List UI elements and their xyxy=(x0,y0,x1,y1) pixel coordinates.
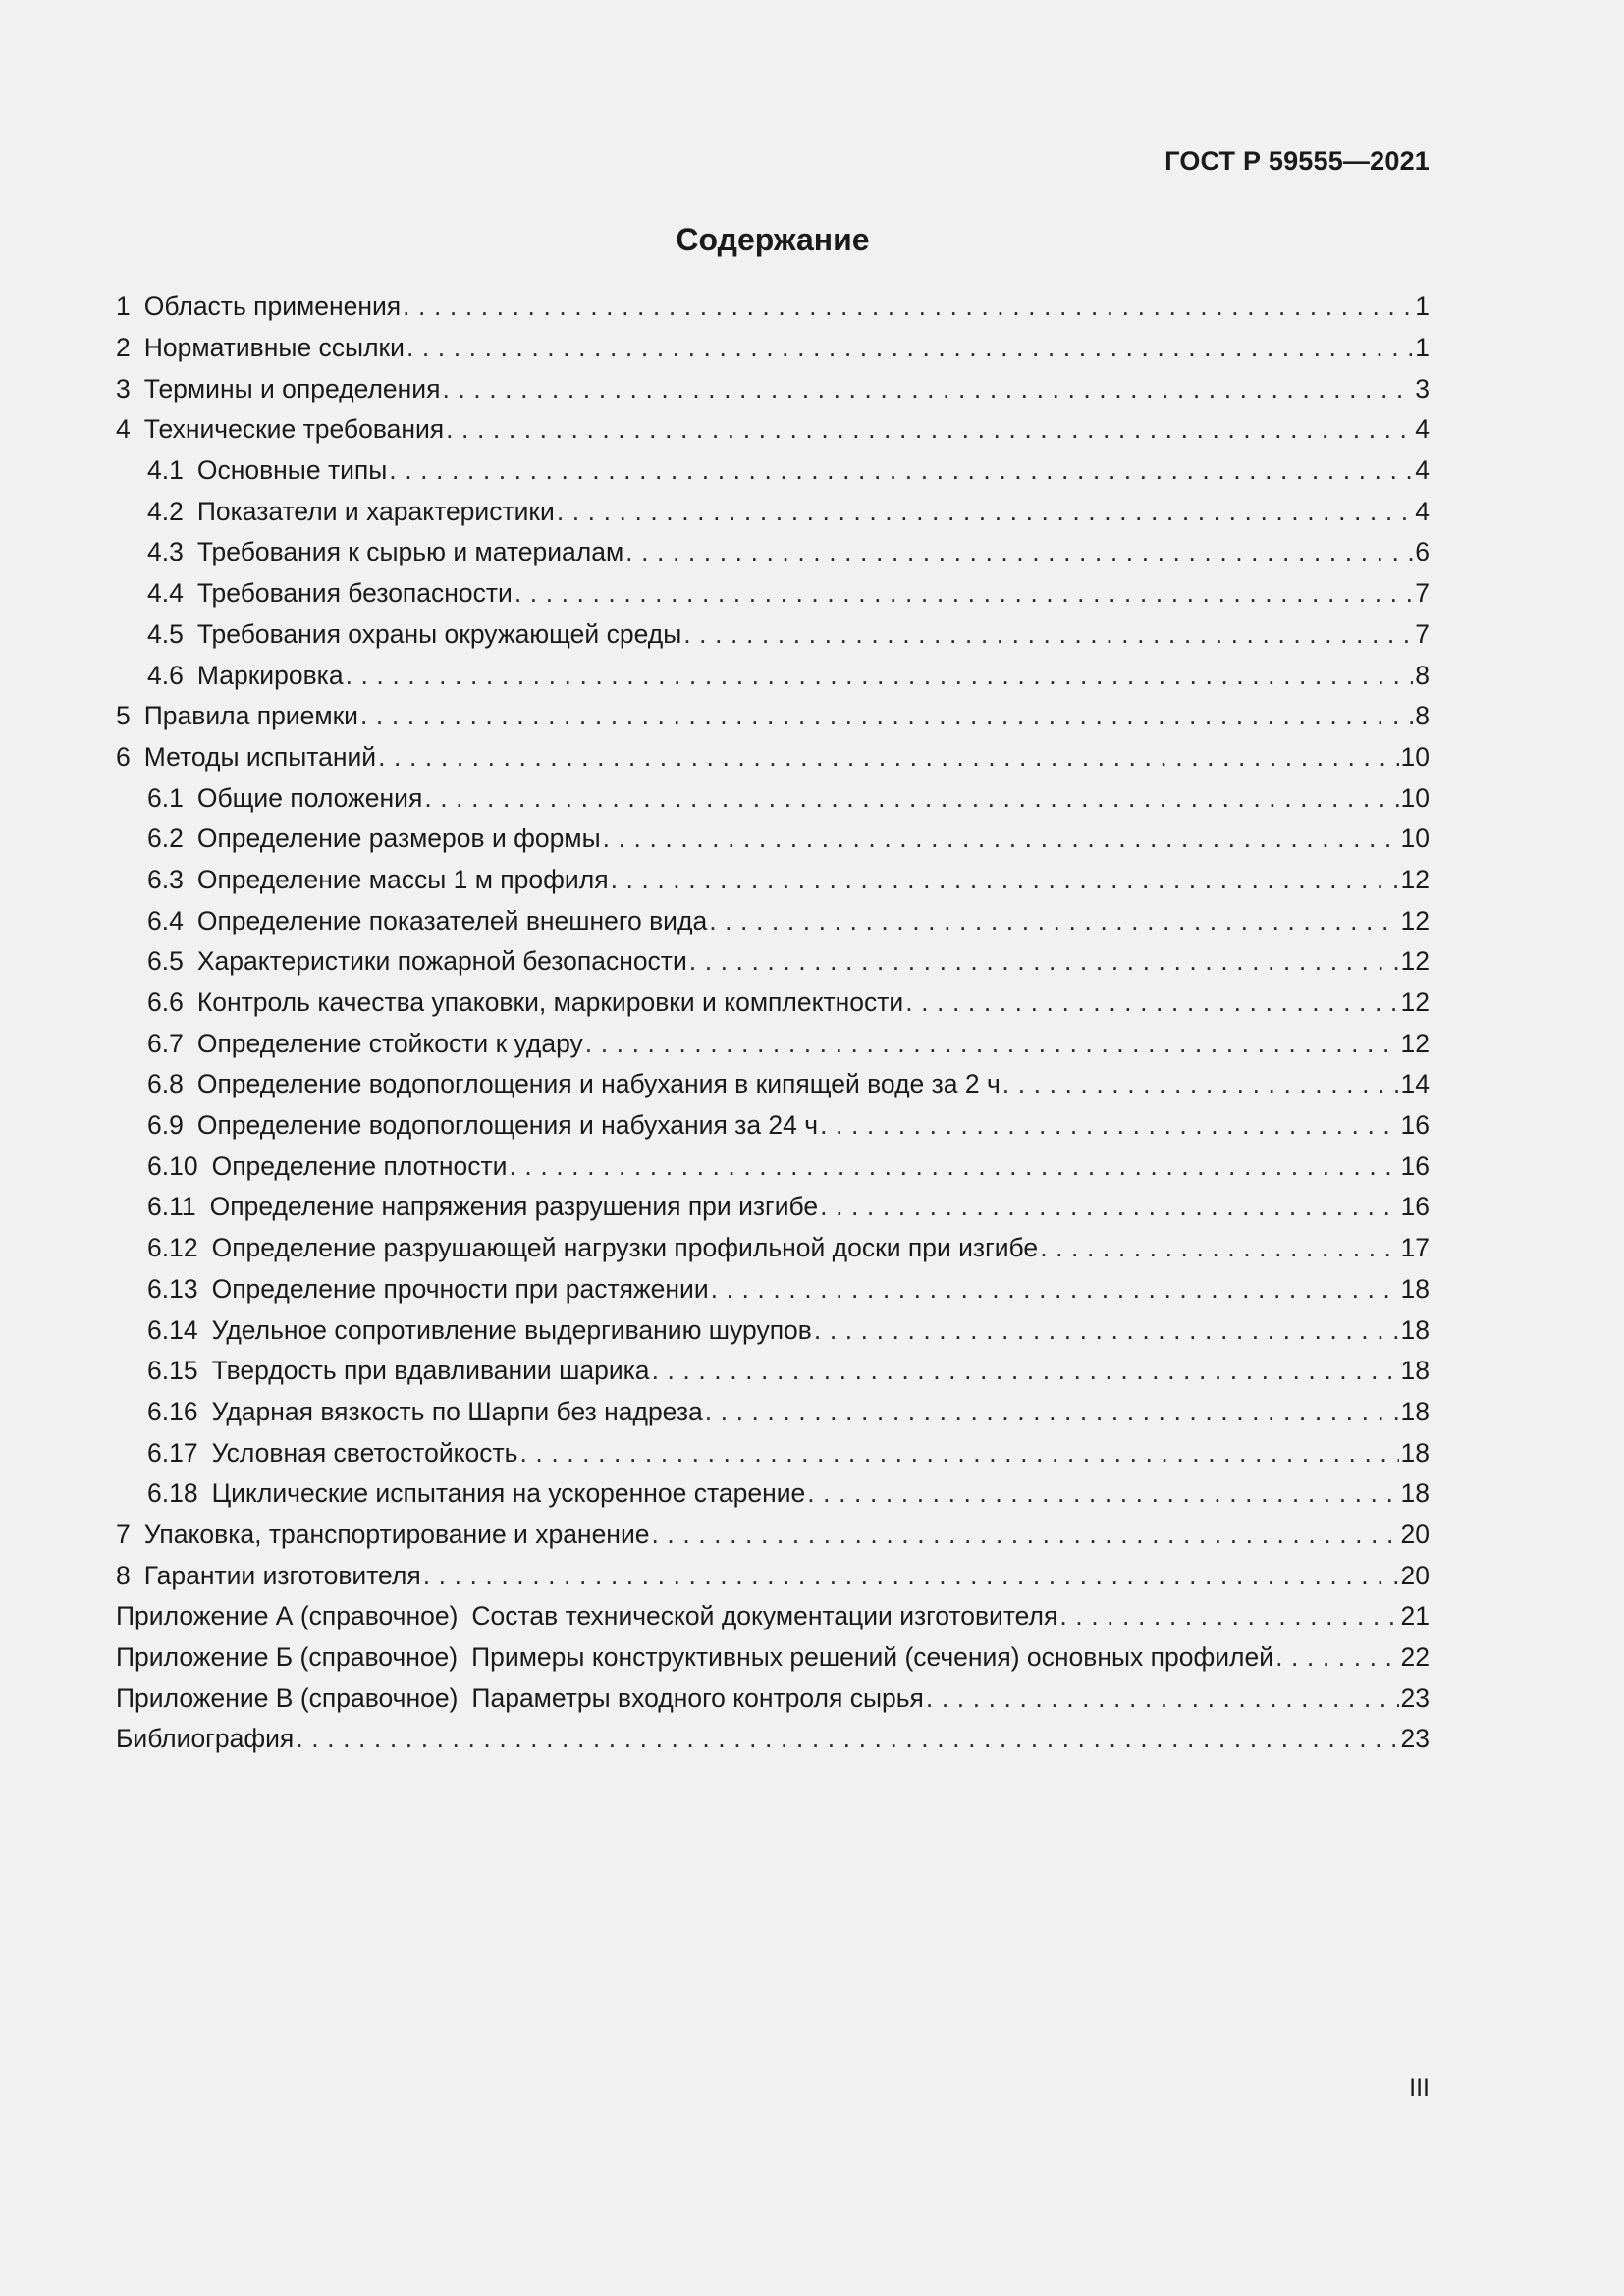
toc-entry[interactable] xyxy=(116,1596,1430,1637)
toc-entry-label xyxy=(116,333,405,363)
toc-entry-title: Состав технической документации изготовителя xyxy=(471,1601,1058,1631)
toc-entry-label xyxy=(147,1029,583,1059)
toc-entry-title: Область применения xyxy=(143,292,402,322)
toc-entry[interactable] xyxy=(116,1351,1430,1392)
toc-entry-label xyxy=(116,292,401,322)
toc-entry-number: 6.7 xyxy=(147,1028,184,1058)
dot-leader xyxy=(442,374,1413,404)
toc-entry-title: Требования к сырью и материалам xyxy=(196,537,624,567)
toc-entry-page: 21 xyxy=(1400,1601,1430,1631)
dot-leader xyxy=(603,824,1399,854)
toc-entry-label xyxy=(116,742,376,773)
toc-entry-title: Требования безопасности xyxy=(196,578,513,609)
dot-leader xyxy=(406,333,1413,363)
toc-entry-page: 18 xyxy=(1400,1478,1430,1509)
toc-entry-page: 7 xyxy=(1415,578,1430,609)
toc-entry-number: 4.4 xyxy=(147,578,184,609)
toc-entry[interactable] xyxy=(116,1719,1430,1760)
toc-entry[interactable] xyxy=(116,368,1430,409)
toc-entry-title: Общие положения xyxy=(196,782,423,813)
toc-entry[interactable] xyxy=(116,860,1430,901)
toc-entry-label xyxy=(147,988,903,1018)
dot-leader xyxy=(446,414,1413,445)
toc-entry-title: Определение размеров и формы xyxy=(196,824,601,854)
dot-leader xyxy=(1040,1233,1398,1263)
toc-entry-page: 16 xyxy=(1400,1110,1430,1141)
dot-leader xyxy=(423,1561,1399,1591)
document-code: ГОСТ Р 59555—2021 xyxy=(1164,146,1430,176)
toc-entry-number: 6.14 xyxy=(147,1314,198,1345)
toc-entry-page: 18 xyxy=(1400,1273,1430,1304)
toc-entry-page: 8 xyxy=(1415,660,1430,690)
toc-entry-label xyxy=(116,1520,649,1550)
toc-entry-number: 3 xyxy=(116,373,131,403)
toc-entry[interactable] xyxy=(116,491,1430,532)
dot-leader xyxy=(378,742,1398,773)
toc-entry-page: 4 xyxy=(1415,414,1430,445)
toc-entry-page: 18 xyxy=(1400,1437,1430,1468)
toc-entry-title: Маркировка xyxy=(196,660,344,690)
toc-entry-label xyxy=(147,865,609,895)
toc-entry[interactable] xyxy=(116,1064,1430,1105)
toc-entry-number: 2 xyxy=(116,333,131,363)
dot-leader xyxy=(557,497,1413,527)
toc-entry-title: Гарантии изготовителя xyxy=(143,1560,421,1590)
dot-leader xyxy=(360,701,1413,731)
toc-entry-page: 10 xyxy=(1400,782,1430,813)
toc-entry-label xyxy=(147,497,555,527)
toc-entry-label xyxy=(147,1151,507,1182)
toc-entry-label xyxy=(116,414,444,445)
toc-entry-number: Приложение В (справочное) xyxy=(116,1682,459,1713)
toc-entry-page: 1 xyxy=(1415,292,1430,322)
toc-entry-page: 23 xyxy=(1400,1682,1430,1713)
toc-entry[interactable] xyxy=(116,655,1430,696)
dot-leader xyxy=(820,1192,1398,1222)
toc-entry[interactable] xyxy=(116,696,1430,737)
toc-entry[interactable] xyxy=(116,1228,1430,1269)
toc-entry-page: 20 xyxy=(1400,1560,1430,1590)
toc-title: Содержание xyxy=(676,222,870,257)
toc-entry-number: 6.4 xyxy=(147,905,184,935)
toc-entry-label xyxy=(147,1438,517,1468)
toc-entry-title: Требования охраны окружающей среды xyxy=(196,618,682,649)
toc-entry-number: 4.5 xyxy=(147,618,184,649)
toc-entry-title: Удельное сопротивление выдергиванию шурупов xyxy=(211,1314,812,1345)
toc-entry-page: 12 xyxy=(1400,946,1430,977)
toc-entry-title: Параметры входного контроля сырья xyxy=(471,1682,924,1713)
dot-leader xyxy=(709,906,1398,936)
toc-entry-number: 4.1 xyxy=(147,455,184,486)
toc-entry-label xyxy=(147,1356,650,1386)
toc-entry-label xyxy=(147,1478,805,1509)
toc-entry-title: Контроль качества упаковки, маркировки и комплектности xyxy=(196,988,904,1018)
toc-entry-page: 20 xyxy=(1400,1519,1430,1549)
toc-entry-page: 12 xyxy=(1400,988,1430,1018)
toc-entry-title: Основные типы xyxy=(196,455,388,486)
toc-entry-number: 6.16 xyxy=(147,1396,198,1426)
toc-entry-number: 6.9 xyxy=(147,1110,184,1141)
toc-entry-page: 17 xyxy=(1400,1233,1430,1263)
toc-entry-page: 23 xyxy=(1400,1724,1430,1754)
toc-entry[interactable] xyxy=(116,451,1430,492)
toc-entry-title: Библиография xyxy=(116,1724,295,1754)
toc-entry-label xyxy=(116,1601,1057,1631)
toc-entry-label xyxy=(147,1397,703,1427)
toc-entry-title: Технические требования xyxy=(143,414,445,445)
toc-entry[interactable] xyxy=(116,1432,1430,1473)
toc-entry-label xyxy=(116,701,358,731)
toc-entry[interactable] xyxy=(116,287,1430,328)
dot-leader xyxy=(652,1356,1399,1386)
dot-leader xyxy=(519,1438,1398,1468)
toc-entry-number: 6.8 xyxy=(147,1069,184,1099)
dot-leader xyxy=(1275,1642,1398,1673)
toc-entry[interactable] xyxy=(116,409,1430,451)
dot-leader xyxy=(711,1274,1399,1305)
toc-entry-title: Правила приемки xyxy=(143,701,358,731)
toc-entry-label xyxy=(147,1233,1038,1263)
toc-entry-label xyxy=(147,906,707,936)
toc-entry-number: 6.3 xyxy=(147,864,184,894)
toc-entry-number: 5 xyxy=(116,701,131,731)
toc-entry-page: 16 xyxy=(1400,1150,1430,1181)
toc-entry[interactable] xyxy=(116,1555,1430,1596)
toc-entry-page: 16 xyxy=(1400,1192,1430,1222)
toc-entry-label xyxy=(116,1683,924,1714)
toc-entry-number: 6.6 xyxy=(147,988,184,1018)
dot-leader xyxy=(807,1478,1398,1509)
toc-entry-label xyxy=(116,1724,294,1754)
toc-entry[interactable] xyxy=(116,1309,1430,1351)
toc-entry-title: Упаковка, транспортирование и хранение xyxy=(143,1519,650,1549)
toc-entry-number: 4 xyxy=(116,414,131,445)
toc-entry-page: 22 xyxy=(1400,1642,1430,1673)
toc-entry[interactable] xyxy=(116,1473,1430,1515)
toc-entry-label xyxy=(147,619,681,650)
dot-leader xyxy=(651,1520,1398,1550)
toc-entry-page: 4 xyxy=(1415,455,1430,486)
dot-leader xyxy=(403,292,1413,322)
dot-leader xyxy=(683,619,1413,650)
toc-entry[interactable] xyxy=(116,1678,1430,1719)
dot-leader xyxy=(905,988,1398,1018)
dot-leader xyxy=(625,537,1413,567)
toc-entry-title: Определение массы 1 м профиля xyxy=(196,864,609,894)
dot-leader xyxy=(689,946,1399,977)
toc-entry[interactable] xyxy=(116,819,1430,860)
toc-entry-label xyxy=(147,783,422,814)
dot-leader xyxy=(514,578,1413,609)
toc-entry-title: Условная светостойкость xyxy=(211,1437,518,1468)
toc-entry-label xyxy=(147,537,623,567)
dot-leader xyxy=(585,1029,1399,1059)
toc-entry-page: 7 xyxy=(1415,618,1430,649)
toc-entry-title: Ударная вязкость по Шарпи без надреза xyxy=(211,1396,703,1426)
toc-entry[interactable] xyxy=(116,328,1430,369)
toc-entry-page: 18 xyxy=(1400,1396,1430,1426)
toc-entry-label xyxy=(147,1110,818,1141)
toc-entry-title: Циклические испытания на ускоренное старение xyxy=(211,1478,806,1509)
toc-entry-label xyxy=(116,1561,421,1591)
toc-entry-number: 1 xyxy=(116,292,131,322)
dot-leader xyxy=(509,1151,1398,1182)
toc-entry-title: Методы испытаний xyxy=(143,741,377,772)
toc-entry-number: 7 xyxy=(116,1519,131,1549)
toc-entry-page: 3 xyxy=(1415,373,1430,403)
dot-leader xyxy=(814,1315,1399,1346)
toc-entry[interactable] xyxy=(116,1515,1430,1556)
toc-entry-label xyxy=(147,1274,709,1305)
toc-entry-number: 6.17 xyxy=(147,1437,198,1468)
toc-entry[interactable] xyxy=(116,1105,1430,1147)
toc-entry-label xyxy=(147,824,601,854)
toc-entry-number: 6.18 xyxy=(147,1478,198,1509)
toc-entry-label xyxy=(116,374,440,404)
toc-entry-title: Твердость при вдавливании шарика xyxy=(211,1356,650,1386)
toc-entry-label xyxy=(116,1642,1273,1673)
dot-leader xyxy=(705,1397,1399,1427)
toc-entry-page: 4 xyxy=(1415,496,1430,526)
toc-entry[interactable] xyxy=(116,737,1430,778)
dot-leader xyxy=(1002,1069,1399,1099)
toc-entry-number: 4.6 xyxy=(147,660,184,690)
dot-leader xyxy=(1059,1601,1398,1631)
toc-entry-title: Нормативные ссылки xyxy=(143,333,405,363)
dot-leader xyxy=(611,865,1399,895)
toc-entry-title: Определение показателей внешнего вида xyxy=(196,905,708,935)
toc-entry-title: Термины и определения xyxy=(143,373,441,403)
toc-entry-title: Определение прочности при растяжении xyxy=(211,1273,709,1304)
toc-entry-page: 10 xyxy=(1400,824,1430,854)
toc-entry[interactable] xyxy=(116,777,1430,819)
toc-entry[interactable] xyxy=(116,1146,1430,1187)
toc-entry-page: 8 xyxy=(1415,701,1430,731)
toc-entry[interactable] xyxy=(116,1637,1430,1679)
dot-leader xyxy=(296,1724,1398,1754)
toc-entry-title: Определение стойкости к удару xyxy=(196,1028,583,1058)
dot-leader xyxy=(346,661,1414,691)
toc-entry-number: 6.15 xyxy=(147,1356,198,1386)
toc-entry-number: 6.2 xyxy=(147,824,184,854)
toc-entry-title: Определение водопоглощения и набухания за 24 ч xyxy=(196,1110,819,1141)
toc-entry[interactable] xyxy=(116,1269,1430,1310)
toc-entry-number: 4.2 xyxy=(147,496,184,526)
toc-entry-title: Определение водопоглощения и набухания в кипящей воде за 2 ч xyxy=(196,1069,1001,1099)
toc-entry[interactable] xyxy=(116,1187,1430,1228)
toc-entry[interactable] xyxy=(116,941,1430,983)
toc-entry-title: Определение разрушающей нагрузки профильной доски при изгибе xyxy=(211,1233,1039,1263)
toc-entry[interactable] xyxy=(116,532,1430,573)
toc-entry-page: 6 xyxy=(1415,537,1430,567)
toc-entry[interactable] xyxy=(116,1023,1430,1064)
toc-entry-number: Приложение Б (справочное) xyxy=(116,1642,459,1673)
toc-entry-page: 10 xyxy=(1400,741,1430,772)
table-of-contents xyxy=(116,287,1430,1760)
toc-entry-label xyxy=(147,1315,812,1346)
toc-entry-number: 6.12 xyxy=(147,1233,198,1263)
toc-entry-number: 6.5 xyxy=(147,946,184,977)
toc-entry-page: 18 xyxy=(1400,1356,1430,1386)
toc-entry-number: 6.11 xyxy=(147,1192,196,1222)
toc-entry[interactable] xyxy=(116,983,1430,1024)
dot-leader xyxy=(389,455,1413,486)
toc-entry-page: 12 xyxy=(1400,864,1430,894)
toc-entry-title: Характеристики пожарной безопасности xyxy=(196,946,687,977)
toc-entry-page: 1 xyxy=(1415,333,1430,363)
toc-entry-title: Показатели и характеристики xyxy=(196,496,555,526)
toc-entry-title: Определение плотности xyxy=(211,1150,508,1181)
dot-leader xyxy=(424,783,1398,814)
toc-entry-page: 12 xyxy=(1400,1028,1430,1058)
toc-entry-label xyxy=(147,1192,818,1222)
toc-entry[interactable] xyxy=(116,573,1430,614)
toc-entry-number: 6.10 xyxy=(147,1150,198,1181)
toc-entry-number: 6 xyxy=(116,741,131,772)
toc-entry-number: 6.13 xyxy=(147,1273,198,1304)
dot-leader xyxy=(820,1110,1398,1141)
toc-entry-page: 18 xyxy=(1400,1314,1430,1345)
toc-entry-title: Определение напряжения разрушения при изгибе xyxy=(209,1192,819,1222)
toc-entry-number: Приложение А (справочное) xyxy=(116,1601,459,1631)
toc-entry-page: 12 xyxy=(1400,905,1430,935)
toc-entry[interactable] xyxy=(116,1392,1430,1433)
toc-entry-label xyxy=(147,661,344,691)
toc-entry-number: 8 xyxy=(116,1560,131,1590)
toc-entry-page: 14 xyxy=(1400,1069,1430,1099)
toc-entry[interactable] xyxy=(116,614,1430,656)
toc-entry-label xyxy=(147,946,687,977)
toc-entry-label xyxy=(147,1069,1001,1099)
toc-entry-label xyxy=(147,455,387,486)
toc-entry-label xyxy=(147,578,513,609)
toc-entry-number: 6.1 xyxy=(147,782,184,813)
toc-entry-number: 4.3 xyxy=(147,537,184,567)
toc-entry[interactable] xyxy=(116,900,1430,941)
toc-entry-title: Примеры конструктивных решений (сечения) основных профилей xyxy=(471,1642,1274,1673)
page-number: III xyxy=(1409,2074,1430,2102)
dot-leader xyxy=(926,1683,1399,1714)
